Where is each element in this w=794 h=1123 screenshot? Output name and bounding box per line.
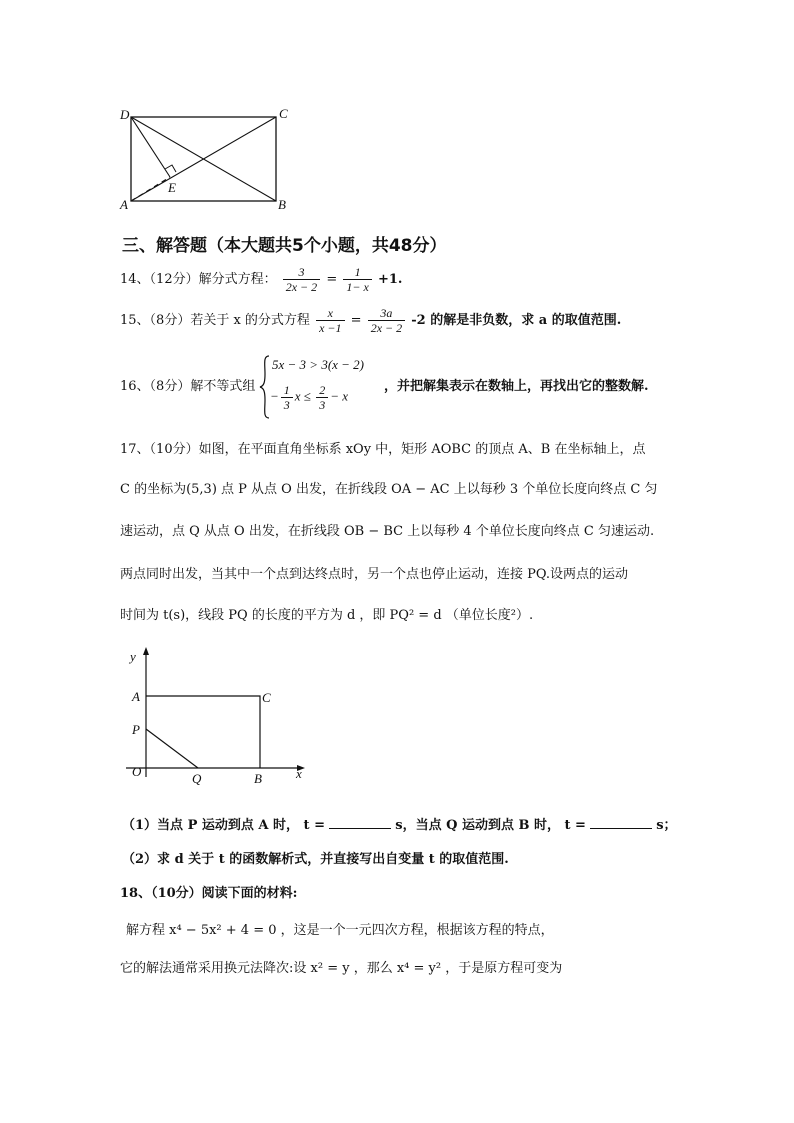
question-14 [120, 265, 402, 294]
q16-frac2-num: 2 [316, 383, 328, 398]
q15-frac2-den: 2x − 2 [370, 321, 403, 335]
rectangle-figure [110, 100, 300, 215]
label-a: A [132, 689, 140, 704]
segment-pq [146, 729, 198, 768]
label-q: Q [192, 771, 202, 786]
coordinate-figure [118, 645, 318, 790]
y-axis-arrow [143, 647, 149, 655]
q15-tail: -2 的解是非负数，求 a 的取值范围. [411, 313, 622, 328]
label-p: P [132, 722, 140, 737]
q15-prefix: 15、（8分）若关于 x 的分式方程 [120, 313, 310, 328]
q17-line3: 速运动，点 Q 从点 O 出发，在折线段 OB − BC 上以每秒 4 个单位长度向终点 C 匀速运动. [120, 524, 655, 539]
label-e: E [168, 180, 176, 195]
label-o: O [132, 764, 142, 779]
q17-sub1-a: （1）当点 P 运动到点 A 时， t = [122, 818, 325, 833]
q14-frac1-den: 2x − 2 [285, 280, 318, 294]
q18-line3: 它的解法通常采用换元法降次:设 x² = y ，那么 x⁴ = y² ，于是原方程可变为 [120, 961, 563, 976]
label-b: B [278, 197, 286, 212]
q14-frac2 [343, 265, 371, 294]
q16-frac2 [316, 383, 328, 412]
q16-line2 [270, 383, 348, 412]
answer-blank-2[interactable] [590, 816, 652, 829]
label-x: x [296, 766, 302, 781]
q15-frac1-den: x −1 [319, 321, 342, 335]
q17-line5: 时间为 t(s)，线段 PQ 的长度的平方为 d ，即 PQ² = d （单位长度²）. [120, 608, 534, 623]
q17-line4: 两点同时出发，当其中一个点到达终点时，另一个点也停止运动，连接 PQ.设两点的运动 [120, 567, 629, 582]
q14-frac2-num: 1 [343, 265, 371, 280]
q17-sub1-b: s，当点 Q 运动到点 B 时， t = [395, 818, 586, 833]
q18-line1: 18、（10分）阅读下面的材料: [120, 886, 298, 901]
q15-frac1 [316, 306, 344, 335]
label-c: C [279, 106, 288, 121]
q15-frac2-num: 3a [368, 306, 405, 321]
q15-frac2 [368, 306, 405, 335]
q14-tail: +1. [377, 272, 403, 287]
q18-line2: 解方程 x⁴ − 5x² + 4 = 0 ，这是一个一元四次方程，根据该方程的特点， [126, 923, 554, 938]
q14-frac2-den: 1− x [346, 280, 369, 294]
q16-tail: ，并把解集表示在数轴上，再找出它的整数解. [384, 379, 649, 394]
label-a: A [120, 197, 128, 212]
label-y: y [130, 649, 136, 664]
rectangle-aobc [146, 696, 260, 768]
q16-frac2-den: 3 [319, 398, 326, 412]
q14-eq: = [326, 272, 338, 287]
q16-frac1-den: 3 [283, 398, 290, 412]
segment-de [131, 117, 170, 177]
label-b: B [254, 771, 262, 786]
q14-frac1 [283, 265, 320, 294]
label-c: C [262, 690, 271, 705]
q14-prefix: 14、（12分）解分式方程： [120, 272, 277, 287]
q16-line2-c: − x [330, 388, 348, 404]
answer-blank-1[interactable] [329, 816, 391, 829]
label-d: D [120, 107, 130, 122]
q16-line2-b: x ≤ [294, 388, 311, 404]
q17-line2: C 的坐标为(5,3) 点 P 从点 O 出发，在折线段 OA − AC 上以每秒 3 个单位长度向终点 C 匀 [120, 482, 658, 497]
q17-sub1-c: s； [656, 818, 677, 833]
q17-sub1 [122, 816, 677, 834]
q16-frac1-num: 1 [281, 383, 293, 398]
q17-sub2: （2）求 d 关于 t 的函数解析式，并直接写出自变量 t 的取值范围. [122, 852, 509, 867]
question-15 [120, 306, 621, 335]
section-heading: 三、解答题（本大题共5个小题，共48分） [122, 236, 447, 256]
q16-frac1 [281, 383, 293, 412]
q16-line2-a: − [270, 388, 279, 404]
q16-line1: 5x − 3 > 3(x − 2) [272, 357, 365, 372]
q14-frac1-num: 3 [283, 265, 320, 280]
q15-frac1-num: x [316, 306, 344, 321]
q16-prefix: 16、（8分）解不等式组 [120, 379, 256, 394]
q15-eq: = [350, 313, 362, 328]
q17-line1: 17、（10分）如图，在平面直角坐标系 xOy 中，矩形 AOBC 的顶点 A、B 在坐标轴上，点 [120, 442, 646, 457]
